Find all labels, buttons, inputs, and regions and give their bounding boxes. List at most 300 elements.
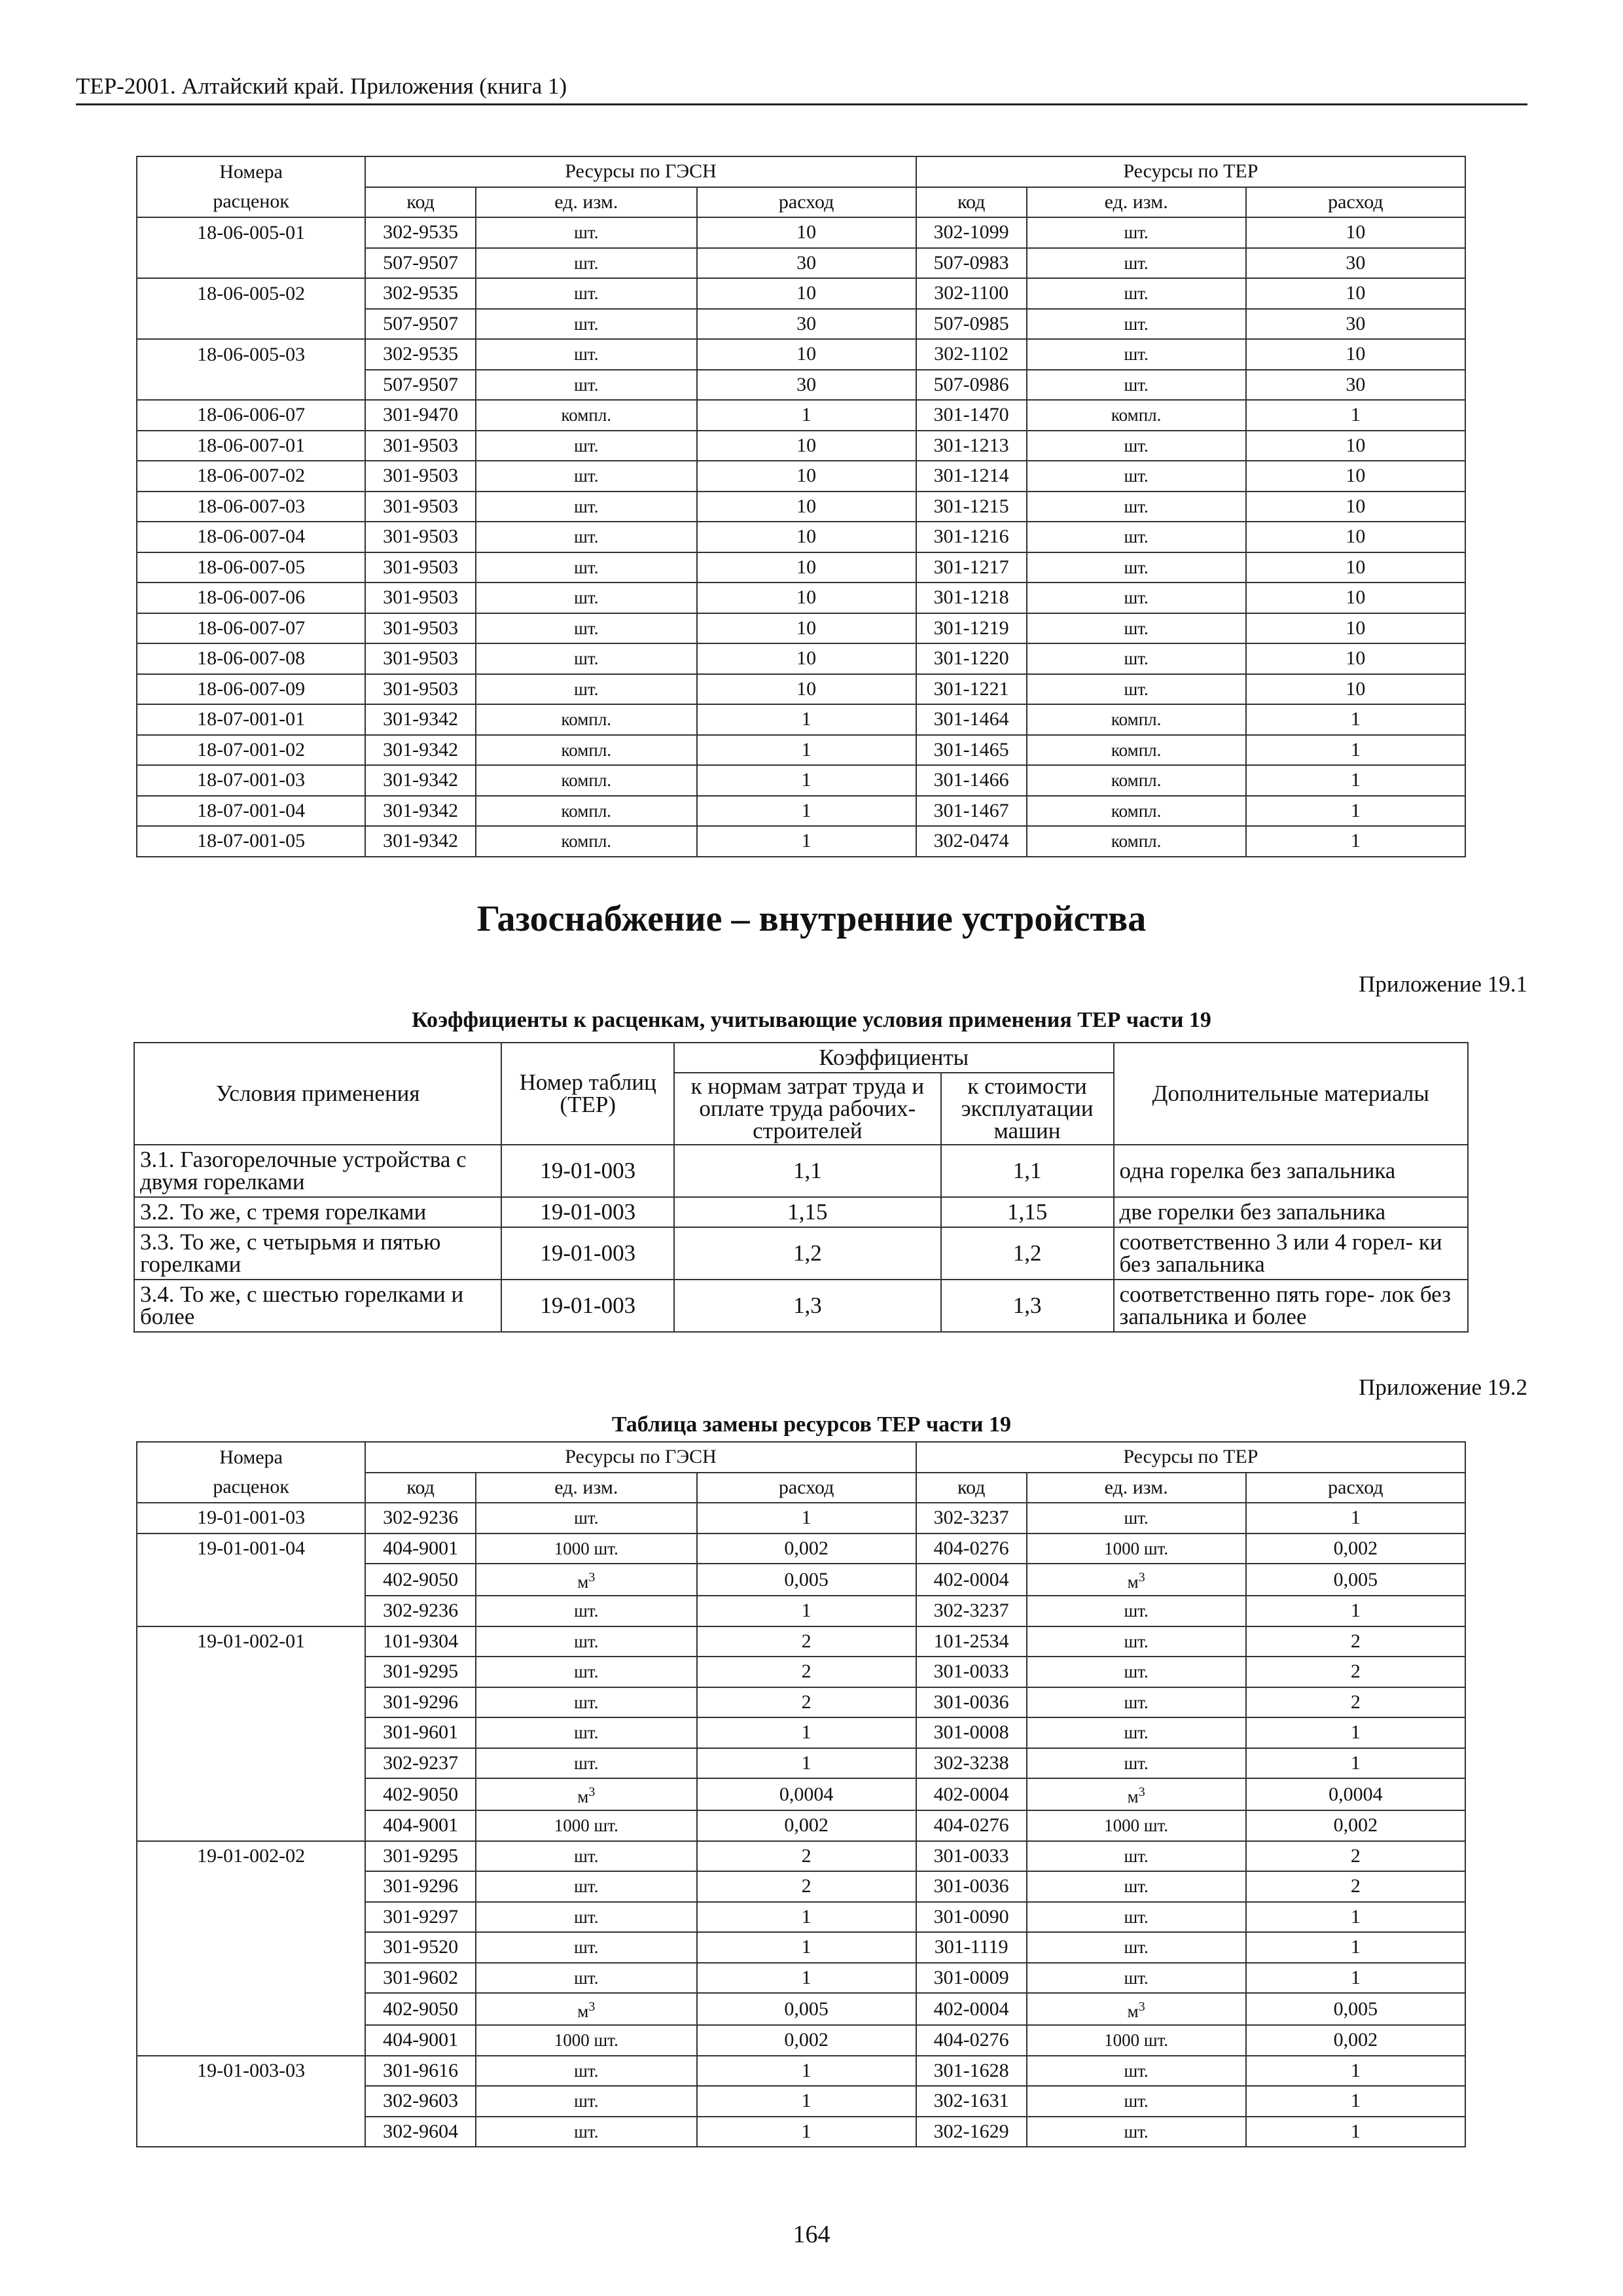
additional-materials-cell: соответственно пять горе- лок без запальника и более [1114, 1280, 1468, 1332]
table-row [137, 1596, 1465, 1626]
table-row [137, 339, 1465, 370]
ter-code-cell: 507-0986 [916, 370, 1027, 401]
ter-code-cell: 301-1466 [916, 765, 1027, 796]
gesn-code-cell: 301-9342 [365, 704, 476, 735]
table-row [137, 370, 1465, 401]
rate-number-cell: 18-06-007-06 [137, 583, 365, 613]
table-row [137, 492, 1465, 522]
table-row [137, 2025, 1465, 2056]
rate-number-cell: 18-06-007-08 [137, 643, 365, 674]
gesn-qty-cell: 0,002 [697, 1534, 916, 1564]
rate-number-cell: 18-06-005-01 [137, 217, 365, 248]
gesn-code-cell: 301-9342 [365, 796, 476, 827]
table-row [137, 1810, 1465, 1841]
header-num-top: Номера [137, 156, 365, 187]
gesn-code-cell: 402-9050 [365, 1564, 476, 1596]
gesn-unit-cell: шт. [476, 583, 697, 613]
gesn-qty-cell: 1 [697, 1596, 916, 1626]
rate-number-cell: 18-07-001-02 [137, 735, 365, 766]
appendix-label-19-1: Приложение 19.1 [1359, 971, 1527, 997]
gesn-unit-cell: шт. [476, 522, 697, 552]
ter-qty-cell: 10 [1246, 522, 1465, 552]
ter-unit-cell: компл. [1027, 400, 1246, 431]
gesn-code-cell: 301-9503 [365, 643, 476, 674]
gesn-unit-cell: шт. [476, 643, 697, 674]
table-row [137, 522, 1465, 552]
gesn-unit-cell: шт. [476, 1717, 697, 1748]
header-num-bottom: расценок [137, 187, 365, 218]
ter-qty-cell: 10 [1246, 461, 1465, 492]
ter-unit-cell: компл. [1027, 796, 1246, 827]
gesn-unit-cell: $м^3$ [476, 1778, 697, 1810]
ter-code-cell: 302-1629 [916, 2117, 1027, 2147]
ter-code-cell: 301-0033 [916, 1841, 1027, 1872]
table-number-cell: 19-01-003 [501, 1197, 674, 1227]
ter-code-cell: 507-0985 [916, 309, 1027, 340]
ter-unit-cell: шт. [1027, 1871, 1246, 1902]
ter-code-cell: 301-0033 [916, 1657, 1027, 1687]
gesn-qty-cell: 30 [697, 309, 916, 340]
ter-unit-cell: компл. [1027, 765, 1246, 796]
ter-unit-cell: шт. [1027, 2086, 1246, 2117]
gesn-code-cell: 404-9001 [365, 1810, 476, 1841]
ter-unit-cell: шт. [1027, 492, 1246, 522]
table-number-cell: 19-01-003 [501, 1145, 674, 1197]
header-gesn-code: код [365, 1473, 476, 1503]
gesn-code-cell: 301-9601 [365, 1717, 476, 1748]
ter-code-cell: 301-1216 [916, 522, 1027, 552]
ter-unit-cell: шт. [1027, 1503, 1246, 1534]
ter-unit-cell: шт. [1027, 339, 1246, 370]
ter-code-cell: 301-1214 [916, 461, 1027, 492]
ter-unit-cell: шт. [1027, 1963, 1246, 1994]
ter-unit-cell: $м^3$ [1027, 1564, 1246, 1596]
gesn-qty-cell: 1 [697, 2056, 916, 2087]
ter-unit-cell: $м^3$ [1027, 1778, 1246, 1810]
table-row [137, 1503, 1465, 1534]
table-row [137, 826, 1465, 857]
rate-number-cell-continued [137, 370, 365, 401]
rate-number-cell-continued [137, 1778, 365, 1810]
gesn-unit-cell: шт. [476, 1841, 697, 1872]
ter-code-cell: 402-0004 [916, 1778, 1027, 1810]
ter-unit-cell: компл. [1027, 704, 1246, 735]
rate-number-cell: 19-01-003-03 [137, 2056, 365, 2087]
rate-number-cell: 18-06-007-05 [137, 552, 365, 583]
ter-qty-cell: 10 [1246, 431, 1465, 461]
rate-number-cell: 19-01-002-02 [137, 1841, 365, 1872]
gesn-qty-cell: 0,005 [697, 1993, 916, 2025]
header-num-top: Номера [137, 1442, 365, 1473]
table-row [137, 1748, 1465, 1779]
gesn-unit-cell: шт. [476, 674, 697, 705]
header-gesn-qty: расход [697, 187, 916, 218]
gesn-qty-cell: 2 [697, 1687, 916, 1718]
gesn-qty-cell: 10 [697, 552, 916, 583]
gesn-unit-cell: шт. [476, 1871, 697, 1902]
table-row [137, 1626, 1465, 1657]
condition-cell: 3.1. Газогорелочные устройства с двумя горелками [134, 1145, 501, 1197]
header-ter-unit: ед. изм. [1027, 1473, 1246, 1503]
gesn-code-cell: 302-9604 [365, 2117, 476, 2147]
gesn-unit-cell: шт. [476, 1963, 697, 1994]
ter-code-cell: 301-0036 [916, 1871, 1027, 1902]
gesn-code-cell: 301-9503 [365, 552, 476, 583]
gesn-code-cell: 301-9520 [365, 1932, 476, 1963]
header-ter-code: код [916, 1473, 1027, 1503]
ter-code-cell: 404-0276 [916, 1810, 1027, 1841]
ter-code-cell: 301-1219 [916, 613, 1027, 644]
table-row [137, 1932, 1465, 1963]
coefficient-row [134, 1145, 1468, 1197]
ter-qty-cell: 10 [1246, 552, 1465, 583]
ter-qty-cell: 30 [1246, 370, 1465, 401]
table-row [137, 1687, 1465, 1718]
rate-number-cell: 19-01-002-01 [137, 1626, 365, 1657]
ter-code-cell: 302-1631 [916, 2086, 1027, 2117]
ter-code-cell: 302-0474 [916, 826, 1027, 857]
table-row [137, 1871, 1465, 1902]
rate-number-cell: 18-07-001-03 [137, 765, 365, 796]
ter-code-cell: 302-1100 [916, 278, 1027, 309]
table-row [137, 248, 1465, 279]
gesn-unit-cell: шт. [476, 309, 697, 340]
ter-code-cell: 302-1102 [916, 339, 1027, 370]
gesn-code-cell: 301-9503 [365, 461, 476, 492]
ter-qty-cell: 2 [1246, 1657, 1465, 1687]
gesn-qty-cell: 1 [697, 1717, 916, 1748]
gesn-qty-cell: 10 [697, 461, 916, 492]
gesn-unit-cell: шт. [476, 339, 697, 370]
ter-code-cell: 302-3237 [916, 1503, 1027, 1534]
ter-unit-cell: шт. [1027, 643, 1246, 674]
ter-code-cell: 301-1218 [916, 583, 1027, 613]
table-number-cell: 19-01-003 [501, 1227, 674, 1280]
gesn-code-cell: 302-9603 [365, 2086, 476, 2117]
rate-number-cell-continued [137, 1963, 365, 1994]
table-row [137, 2056, 1465, 2087]
table-row [137, 1564, 1465, 1596]
ter-unit-cell: $м^3$ [1027, 1993, 1246, 2025]
ter-code-cell: 301-1467 [916, 796, 1027, 827]
header-table-number: Номер таблиц (ТЕР) [501, 1043, 674, 1145]
ter-unit-cell: шт. [1027, 1717, 1246, 1748]
gesn-qty-cell: 1 [697, 1963, 916, 1994]
gesn-code-cell: 507-9507 [365, 309, 476, 340]
rate-number-cell: 18-06-007-03 [137, 492, 365, 522]
ter-qty-cell: 10 [1246, 674, 1465, 705]
ter-unit-cell: шт. [1027, 278, 1246, 309]
resource-replacement-table-part-19 [136, 1441, 1466, 2147]
gesn-qty-cell: 0,005 [697, 1564, 916, 1596]
header-ter-unit: ед. изм. [1027, 187, 1246, 218]
gesn-code-cell: 404-9001 [365, 2025, 476, 2056]
gesn-qty-cell: 30 [697, 248, 916, 279]
rate-number-cell: 18-07-001-04 [137, 796, 365, 827]
machines-coefficient-cell: 1,2 [941, 1227, 1114, 1280]
gesn-code-cell: 301-9295 [365, 1657, 476, 1687]
machines-coefficient-cell: 1,3 [941, 1280, 1114, 1332]
ter-qty-cell: 10 [1246, 583, 1465, 613]
ter-qty-cell: 1 [1246, 2117, 1465, 2147]
header-labor-coefficient: к нормам затрат труда и оплате труда рабочих-строителей [674, 1073, 941, 1145]
replacement-table-caption: Таблица замены ресурсов ТЕР части 19 [611, 1412, 1012, 1437]
gesn-unit-cell: компл. [476, 704, 697, 735]
rate-number-cell-continued [137, 1687, 365, 1718]
additional-materials-cell: одна горелка без запальника [1114, 1145, 1468, 1197]
gesn-qty-cell: 1 [697, 735, 916, 766]
ter-qty-cell: 1 [1246, 1932, 1465, 1963]
ter-code-cell: 404-0276 [916, 2025, 1027, 2056]
rate-number-cell: 18-06-007-09 [137, 674, 365, 705]
gesn-code-cell: 301-9342 [365, 765, 476, 796]
ter-qty-cell: 0,0004 [1246, 1778, 1465, 1810]
coefficient-row [134, 1280, 1468, 1332]
ter-code-cell: 402-0004 [916, 1993, 1027, 2025]
gesn-unit-cell: $м^3$ [476, 1564, 697, 1596]
rate-number-cell: 18-07-001-05 [137, 826, 365, 857]
rate-number-cell: 18-06-007-04 [137, 522, 365, 552]
table-row [137, 1993, 1465, 2025]
header-gesn-qty: расход [697, 1473, 916, 1503]
gesn-qty-cell: 10 [697, 431, 916, 461]
ter-qty-cell: 1 [1246, 796, 1465, 827]
rate-number-cell-continued [137, 248, 365, 279]
gesn-code-cell: 302-9236 [365, 1503, 476, 1534]
appendix-label-19-2: Приложение 19.2 [1359, 1374, 1527, 1400]
ter-qty-cell: 2 [1246, 1841, 1465, 1872]
header-conditions: Условия применения [134, 1043, 501, 1145]
header-gesn-code: код [365, 187, 476, 218]
header-additional-materials: Дополнительные материалы [1114, 1043, 1468, 1145]
gesn-unit-cell: шт. [476, 1932, 697, 1963]
gesn-code-cell: 301-9503 [365, 613, 476, 644]
header-gesn: Ресурсы по ГЭСН [365, 156, 916, 187]
ter-code-cell: 301-1217 [916, 552, 1027, 583]
rate-number-cell-continued [137, 1810, 365, 1841]
gesn-code-cell: 301-9342 [365, 735, 476, 766]
gesn-unit-cell: шт. [476, 431, 697, 461]
gesn-unit-cell: компл. [476, 735, 697, 766]
ter-qty-cell: 1 [1246, 704, 1465, 735]
table-row [137, 735, 1465, 766]
machines-coefficient-cell: 1,15 [941, 1197, 1114, 1227]
table-row [137, 1657, 1465, 1687]
gesn-qty-cell: 10 [697, 522, 916, 552]
ter-unit-cell: шт. [1027, 1841, 1246, 1872]
coefficient-row [134, 1227, 1468, 1280]
gesn-qty-cell: 1 [697, 1503, 916, 1534]
ter-unit-cell: шт. [1027, 1657, 1246, 1687]
ter-qty-cell: 0,002 [1246, 1810, 1465, 1841]
ter-code-cell: 301-1628 [916, 2056, 1027, 2087]
rate-number-cell-continued [137, 2086, 365, 2117]
coefficients-table-caption: Коэффициенты к расценкам, учитывающие условия применения ТЕР части 19 [412, 1008, 1211, 1032]
header-ter: Ресурсы по ТЕР [916, 156, 1465, 187]
gesn-unit-cell: шт. [476, 613, 697, 644]
table-row [137, 643, 1465, 674]
ter-qty-cell: 1 [1246, 1503, 1465, 1534]
gesn-unit-cell: шт. [476, 2086, 697, 2117]
ter-unit-cell: компл. [1027, 826, 1246, 857]
gesn-unit-cell: компл. [476, 796, 697, 827]
gesn-qty-cell: 10 [697, 674, 916, 705]
coefficients-table-body [134, 1145, 1468, 1332]
rate-number-cell-continued [137, 1748, 365, 1779]
ter-unit-cell: шт. [1027, 1626, 1246, 1657]
gesn-qty-cell: 0,0004 [697, 1778, 916, 1810]
ter-unit-cell: шт. [1027, 1596, 1246, 1626]
gesn-unit-cell: шт. [476, 1503, 697, 1534]
rate-number-cell-continued [137, 2117, 365, 2147]
gesn-qty-cell: 10 [697, 613, 916, 644]
ter-qty-cell: 30 [1246, 248, 1465, 279]
ter-code-cell: 302-3238 [916, 1748, 1027, 1779]
gesn-unit-cell: шт. [476, 2056, 697, 2087]
ter-unit-cell: шт. [1027, 613, 1246, 644]
machines-coefficient-cell: 1,1 [941, 1145, 1114, 1197]
rate-number-cell: 18-06-007-02 [137, 461, 365, 492]
rate-number-cell-continued [137, 1902, 365, 1933]
table-row [137, 796, 1465, 827]
header-gesn: Ресурсы по ГЭСН [365, 1442, 916, 1473]
ter-code-cell: 302-1099 [916, 217, 1027, 248]
gesn-qty-cell: 10 [697, 278, 916, 309]
gesn-code-cell: 302-9535 [365, 339, 476, 370]
gesn-code-cell: 302-9535 [365, 217, 476, 248]
ter-qty-cell: 1 [1246, 2056, 1465, 2087]
rate-number-cell-continued [137, 1596, 365, 1626]
gesn-qty-cell: 10 [697, 492, 916, 522]
header-ter: Ресурсы по ТЕР [916, 1442, 1465, 1473]
ter-qty-cell: 1 [1246, 735, 1465, 766]
gesn-code-cell: 404-9001 [365, 1534, 476, 1564]
table-row [137, 431, 1465, 461]
header-num-bottom: расценок [137, 1473, 365, 1503]
gesn-code-cell: 302-9237 [365, 1748, 476, 1779]
gesn-unit-cell: 1000 шт. [476, 1534, 697, 1564]
ter-unit-cell: шт. [1027, 217, 1246, 248]
ter-unit-cell: шт. [1027, 248, 1246, 279]
ter-code-cell: 301-1220 [916, 643, 1027, 674]
rate-number-cell: 18-06-005-02 [137, 278, 365, 309]
resource-table-body [137, 217, 1465, 857]
header-gesn-unit: ед. изм. [476, 1473, 697, 1503]
ter-code-cell: 301-0008 [916, 1717, 1027, 1748]
ter-qty-cell: 1 [1246, 1963, 1465, 1994]
table-row [137, 400, 1465, 431]
rate-number-cell-continued [137, 309, 365, 340]
ter-code-cell: 301-1215 [916, 492, 1027, 522]
gesn-code-cell: 301-9616 [365, 2056, 476, 2087]
gesn-qty-cell: 1 [697, 826, 916, 857]
header-ter-code: код [916, 187, 1027, 218]
table-row [137, 461, 1465, 492]
gesn-unit-cell: шт. [476, 370, 697, 401]
ter-unit-cell: шт. [1027, 1687, 1246, 1718]
ter-qty-cell: 0,005 [1246, 1564, 1465, 1596]
gesn-code-cell: 301-9470 [365, 400, 476, 431]
ter-qty-cell: 2 [1246, 1626, 1465, 1657]
gesn-qty-cell: 1 [697, 765, 916, 796]
gesn-unit-cell: шт. [476, 1626, 697, 1657]
gesn-unit-cell: $м^3$ [476, 1993, 697, 2025]
header-ter-qty: расход [1246, 187, 1465, 218]
ter-qty-cell: 1 [1246, 1748, 1465, 1779]
ter-unit-cell: шт. [1027, 2056, 1246, 2087]
gesn-qty-cell: 1 [697, 2117, 916, 2147]
ter-code-cell: 404-0276 [916, 1534, 1027, 1564]
gesn-unit-cell: компл. [476, 826, 697, 857]
gesn-code-cell: 301-9297 [365, 1902, 476, 1933]
gesn-unit-cell: шт. [476, 1687, 697, 1718]
table-row [137, 583, 1465, 613]
section-title: Газоснабжение – внутренние устройства [476, 899, 1147, 939]
ter-unit-cell: шт. [1027, 2117, 1246, 2147]
condition-cell: 3.3. То же, с четырьмя и пятью горелками [134, 1227, 501, 1280]
rate-number-cell: 18-06-007-07 [137, 613, 365, 644]
gesn-code-cell: 301-9296 [365, 1687, 476, 1718]
gesn-qty-cell: 1 [697, 704, 916, 735]
gesn-qty-cell: 2 [697, 1657, 916, 1687]
gesn-unit-cell: шт. [476, 552, 697, 583]
gesn-code-cell: 301-9342 [365, 826, 476, 857]
table-row [137, 674, 1465, 705]
gesn-qty-cell: 1 [697, 1748, 916, 1779]
labor-coefficient-cell: 1,2 [674, 1227, 941, 1280]
ter-qty-cell: 10 [1246, 613, 1465, 644]
gesn-qty-cell: 1 [697, 1902, 916, 1933]
gesn-code-cell: 301-9296 [365, 1871, 476, 1902]
gesn-unit-cell: шт. [476, 248, 697, 279]
ter-qty-cell: 10 [1246, 492, 1465, 522]
gesn-unit-cell: 1000 шт. [476, 1810, 697, 1841]
table-row [137, 765, 1465, 796]
resource-table-part-18 [136, 156, 1466, 857]
rate-number-cell: 18-06-006-07 [137, 400, 365, 431]
coefficient-row [134, 1197, 1468, 1227]
rate-number-cell-continued [137, 1564, 365, 1596]
gesn-unit-cell: компл. [476, 400, 697, 431]
ter-unit-cell: шт. [1027, 309, 1246, 340]
ter-qty-cell: 0,002 [1246, 2025, 1465, 2056]
ter-code-cell: 301-1465 [916, 735, 1027, 766]
table-row [137, 278, 1465, 309]
gesn-unit-cell: шт. [476, 1657, 697, 1687]
header-ter-qty: расход [1246, 1473, 1465, 1503]
rate-number-cell-continued [137, 1717, 365, 1748]
table-row [137, 1717, 1465, 1748]
table-row [137, 217, 1465, 248]
ter-code-cell: 301-0090 [916, 1902, 1027, 1933]
ter-qty-cell: 10 [1246, 339, 1465, 370]
header-machines-coefficient: к стоимости эксплуатации машин [941, 1073, 1114, 1145]
ter-unit-cell: компл. [1027, 735, 1246, 766]
ter-unit-cell: шт. [1027, 552, 1246, 583]
rate-number-cell: 18-07-001-01 [137, 704, 365, 735]
ter-code-cell: 507-0983 [916, 248, 1027, 279]
table-row [137, 2086, 1465, 2117]
header-gesn-unit: ед. изм. [476, 187, 697, 218]
ter-unit-cell: шт. [1027, 522, 1246, 552]
ter-code-cell: 402-0004 [916, 1564, 1027, 1596]
gesn-unit-cell: шт. [476, 278, 697, 309]
gesn-qty-cell: 2 [697, 1841, 916, 1872]
coefficients-table [134, 1042, 1469, 1333]
table-row [137, 704, 1465, 735]
ter-qty-cell: 1 [1246, 765, 1465, 796]
rate-number-cell-continued [137, 1932, 365, 1963]
